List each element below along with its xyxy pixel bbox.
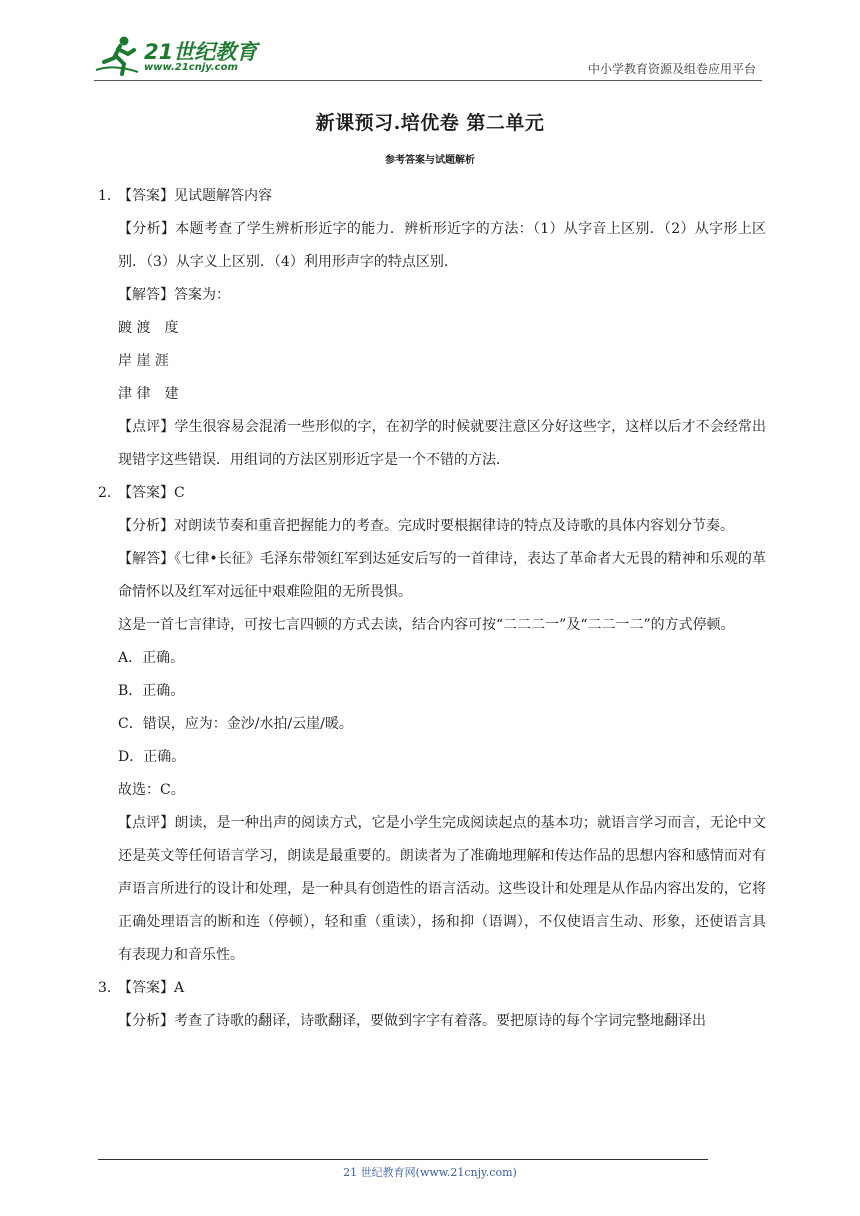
q2-option-d: D．正确。 xyxy=(118,749,186,765)
q2-solution-detail: 这是一首七言律诗，可按七言四顿的方式去读，结合内容可按“二二二一”及“二二一二”的方式停顿。 xyxy=(118,617,735,633)
q2-answer: 2. 【答案】C xyxy=(98,477,766,510)
q2-analysis: 【分析】对朗读节奏和重音把握能力的考查。完成时要根据律诗的特点及诗歌的具体内容划分节奏。 xyxy=(118,518,734,534)
logo-url: www.21cnjy.com xyxy=(144,62,238,73)
site-logo[interactable] xyxy=(94,34,264,78)
question-number: 1. xyxy=(98,188,112,204)
platform-name: 中小学教育资源及组卷应用平台 xyxy=(587,62,756,76)
q3-analysis: 【分析】考查了诗歌的翻译，诗歌翻译，要做到字字有着落。要把原诗的每个字词完整地翻译出 xyxy=(118,1013,706,1029)
q2-option-a: A．正确。 xyxy=(118,650,185,666)
header-divider xyxy=(94,80,762,81)
q1-char-row: 踱 渡 度 xyxy=(118,320,179,336)
footer-link[interactable]: 21 世纪教育网(www.21cnjy.com) xyxy=(343,1166,517,1179)
logo-text: 21世纪教育 xyxy=(144,40,258,64)
q2-comment: 【点评】朗读，是一种出声的阅读方式，它是小学生完成阅读起点的基本功；就语言学习而言，无论中文还是英文等任何语言学习，朗读是最重要的。朗读者为了准确地理解和传达作品的思想内容和感情而对有声语言所进行的设计和处理，是一种具有创造性的语言活动。这些设计和处理是从作品内容出发的，它将正确处理语言的断和连（停顿），轻和重（重读），扬和抑（语调），不仅使语言生动、形象，还使语言具有表现力和音乐性。 xyxy=(118,815,766,963)
question-number: 2. xyxy=(98,485,112,501)
q3-answer: 3. 【答案】A xyxy=(98,972,766,1005)
q2-option-c: C．错误，应为：金沙/水拍/云崖/暖。 xyxy=(118,716,353,732)
footer-divider xyxy=(98,1159,708,1160)
page-title: 新课预习.培优卷 第二单元 xyxy=(315,112,545,134)
q2-choice: 故选：C。 xyxy=(118,782,185,798)
q2-option-b: B．正确。 xyxy=(118,683,185,699)
q1-char-row: 岸 崖 涯 xyxy=(118,353,169,369)
page-header xyxy=(0,0,860,90)
q1-answer: 1. 【答案】见试题解答内容 xyxy=(98,180,766,213)
q1-solution: 【解答】答案为： xyxy=(118,287,230,303)
answer-content xyxy=(98,180,766,1038)
page-subtitle: 参考答案与试题解析 xyxy=(385,155,475,166)
runner-logo-icon xyxy=(94,34,142,78)
q1-analysis: 【分析】本题考查了学生辨析形近字的能力．辨析形近字的方法：（1）从字音上区别．（2）从字形上区别．（3）从字义上区别．（4）利用形声字的特点区别． xyxy=(118,221,766,270)
q2-solution: 【解答】《七律•长征》毛泽东带领红军到达延安后写的一首律诗，表达了革命者大无畏的精神和乐观的革命情怀以及红军对远征中艰难险阻的无所畏惧。 xyxy=(118,551,766,600)
q1-comment: 【点评】学生很容易会混淆一些形似的字，在初学的时候就要注意区分好这些字，这样以后才不会经常出现错字这些错误．用组词的方法区别形近字是一个不错的方法． xyxy=(118,419,766,468)
q1-char-row: 津 律 建 xyxy=(118,386,179,402)
question-number: 3. xyxy=(98,980,112,996)
